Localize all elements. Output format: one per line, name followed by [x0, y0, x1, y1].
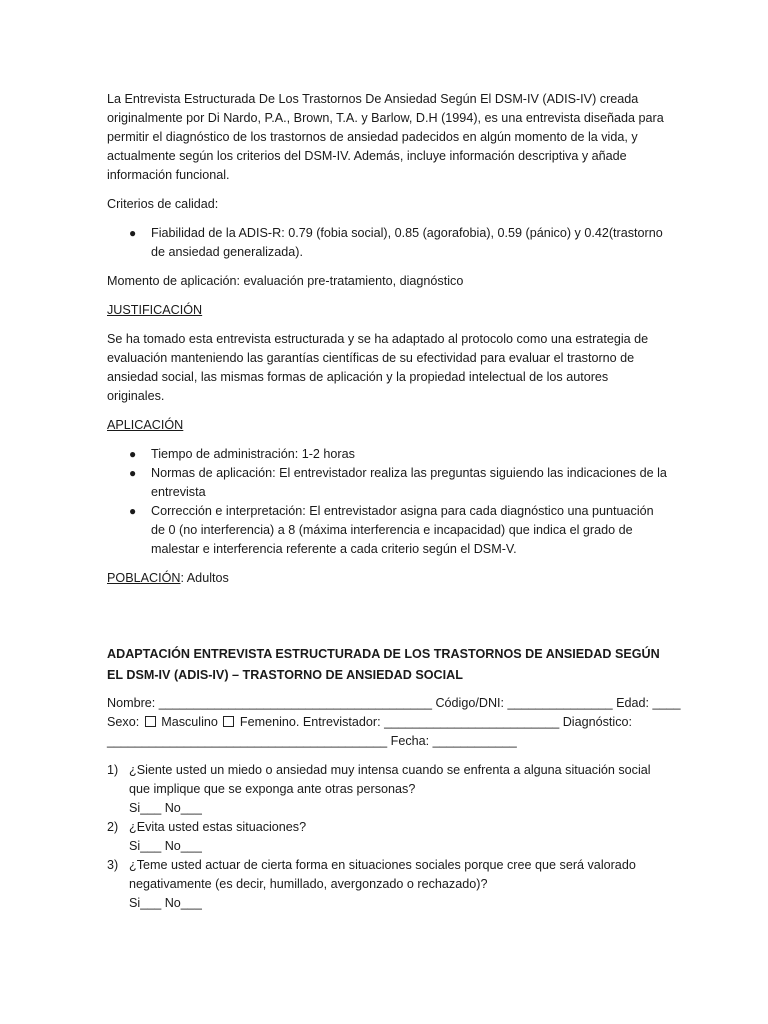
question-answer: Si___ No___ [129, 839, 202, 853]
list-item: ● Tiempo de administración: 1-2 horas [107, 445, 667, 464]
question-text: ¿Teme usted actuar de cierta forma en situaciones sociales porque cree que será valorado negativamente (es decir, humillado, avergonzado o rechazado)? [129, 858, 636, 891]
question-number: 2) [107, 820, 119, 834]
form-title: ADAPTACIÓN ENTREVISTA ESTRUCTURADA DE LOS TRASTORNOS DE ANSIEDAD SEGÚN EL DSM-IV (ADIS-IV) – TRASTORNO DE ANSIEDAD SOCIAL [107, 647, 660, 682]
list-item: ● Fiabilidad de la ADIS-R: 0.79 (fobia social), 0.85 (agorafobia), 0.59 (pánico) y 0.42(trastorno de ansiedad generalizada). [129, 226, 663, 259]
justification-paragraph: Se ha tomado esta entrevista estructurada y se ha adaptado al protocolo como una estrategia de evaluación manteniendo las garantías científicas de su efectividad para evaluar el trastorno de ansiedad social, las mismas formas de aplicación y la propiedad intelectual de los autores originales. [107, 332, 649, 403]
question-answer: Si___ No___ [129, 896, 202, 910]
list-item [107, 761, 667, 818]
question-text: ¿Siente usted un miedo o ansiedad muy intensa cuando se enfrenta a alguna situación social que implique que se exponga ante otras personas? [129, 763, 651, 796]
question-number: 3) [107, 858, 119, 872]
justification-heading: JUSTIFICACIÓN [107, 303, 203, 317]
moment-text: Momento de aplicación: evaluación pre-tratamiento, diagnóstico [107, 274, 464, 288]
intro-paragraph: La Entrevista Estructurada De Los Trastornos De Ansiedad Según El DSM-IV (ADIS-IV) creada originalmente por Di Nardo, P.A., Brown, T.A. y Barlow, D.H (1994), es una entrevista diseñada para permitir el diagnóstico de los trastornos de ansiedad padecidos en algún momento de la vida, y actualmente según los criterios del DSM-IV. Además, incluye información descriptiva y añade información funcional. [107, 92, 664, 182]
list-item [107, 818, 667, 856]
male-label: Masculino [157, 715, 222, 729]
criteria-list [107, 224, 667, 262]
question-number: 1) [107, 763, 119, 777]
application-heading: APLICACIÓN [107, 418, 184, 432]
criteria-label: Criterios de calidad: [107, 197, 219, 211]
name-line: Nombre: _______________________________________ Código/DNI: _______________ Edad: ____ [107, 696, 681, 710]
list-item: ● Normas de aplicación: El entrevistador realiza las preguntas siguiendo las indicaciones de la entrevista [129, 466, 667, 499]
female-label: Femenino. [236, 715, 300, 729]
sex-label: Sexo: [107, 715, 143, 729]
list-item: ● Corrección e interpretación: El entrevistador asigna para cada diagnóstico una puntuación de 0 (no interferencia) a 8 (máxima interferencia e incapacidad) que indica el grado de malestar e interferencia referente a cada criterio según el DSM-V. [129, 504, 654, 556]
question-list [107, 761, 667, 913]
date-line: ________________________________________ Fecha: ____________ [107, 734, 517, 748]
male-checkbox[interactable] [145, 716, 156, 727]
bullet-icon: ● [129, 504, 137, 518]
sex-line [107, 713, 667, 732]
question-answer: Si___ No___ [129, 801, 202, 815]
population-label: POBLACIÓN [107, 571, 181, 585]
bullet-icon: ● [129, 447, 137, 461]
application-list [107, 445, 667, 559]
bullet-icon: ● [129, 226, 137, 240]
population-value: : Adultos [180, 571, 229, 585]
population-line [107, 569, 667, 588]
question-text: ¿Evita usted estas situaciones? [129, 820, 307, 834]
document-body [107, 90, 681, 913]
list-item [107, 856, 667, 913]
interviewer-line: Entrevistador: _________________________ Diagnóstico: [299, 715, 633, 729]
bullet-icon: ● [129, 466, 137, 480]
female-checkbox[interactable] [223, 716, 234, 727]
